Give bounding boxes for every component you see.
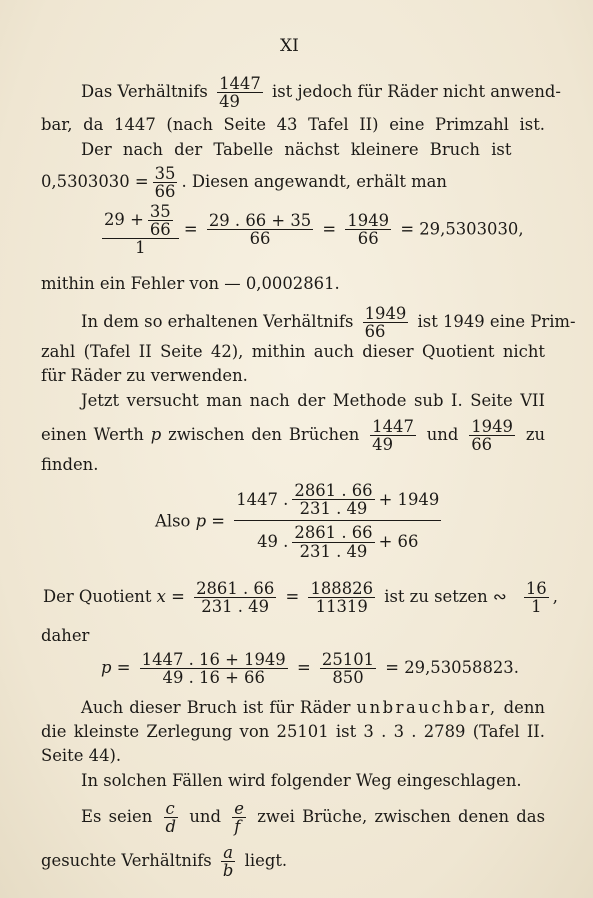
text-line: bar, da 1447 (nach Seite 43 Tafel II) eine Primzahl ist. (41, 115, 545, 134)
fraction: $\frac{2861 . 66}{231 . 49}$ (196, 579, 275, 617)
page-number: XI (280, 36, 299, 56)
text-line: gesuchte Verhältnifs $\frac{a}{b}$ liegt. (41, 843, 288, 881)
fraction: $\frac{2861 . 66}{231 . 49}$ (294, 481, 373, 519)
fraction: $\frac{29 . 66 + 35}{66}$ (208, 211, 312, 249)
text-line: Auch dieser Bruch ist für Räder unbrauchbar, denn (81, 698, 545, 717)
fraction: $\frac{1949}{66}$ (347, 211, 390, 249)
fraction: 29 + $\frac{35}{66}$ 1 (102, 203, 179, 257)
text-line: Seite 44). (41, 746, 122, 765)
fraction: $\frac{35}{66}$ (154, 164, 176, 202)
text-line: Jetzt versucht man nach der Methode sub I. Seite VII (81, 391, 545, 410)
fraction: $\frac{1949}{66}$ (364, 304, 407, 342)
equation-4: p = $\frac{1447 . 16 + 1949}{49 . 16 + 66}$ = $\frac{25101}{850}$ = 29,53058823. (101, 650, 519, 688)
text-line: mithin ein Fehler von — 0,0002861. (41, 274, 340, 293)
text-line: Der nach der Tabelle nächst kleinere Bruch ist (81, 140, 512, 159)
equation-2: Also p = 1447 . $\frac{2861 . 66}{231 . 49}$ + 1949 49 . $\frac{2861 . 66}{231 . 49}$ + 66 (155, 481, 440, 561)
text-line: finden. (41, 455, 99, 474)
fraction: $\frac{2861 . 66}{231 . 49}$ (294, 523, 373, 561)
text-line: die kleinste Zerlegung von 25101 ist 3 . 3 . 2789 (Tafel II. (41, 722, 545, 741)
text-line: Es seien $\frac{c}{d}$ und $\frac{e}{f}$ zwei Brüche, zwischen denen das (81, 799, 545, 837)
fraction: $\frac{1447}{49}$ (372, 417, 414, 455)
equation-1: 29 + $\frac{35}{66}$ 1 = $\frac{29 . 66 + 35}{66}$ = $\frac{1949}{66}$ = 29,5303030, (104, 202, 524, 258)
text-line: In solchen Fällen wird folgender Weg eingeschlagen. (81, 771, 522, 790)
fraction: $\frac{16}{1}$ (525, 579, 547, 617)
text-line: 0,5303030 = $\frac{35}{66}$ . Diesen angewandt, erhält man (41, 164, 447, 202)
text-line: In dem so erhaltenen Verhältnifs $\frac{1949}{66}$ ist 1949 eine Prim- (81, 304, 576, 342)
text-line: einen Werth p zwischen den Brüchen $\frac{1447}{49}$ und $\frac{1949}{66}$ zu (41, 417, 546, 455)
text-line: zahl (Tafel II Seite 42), mithin auch dieser Quotient nicht (41, 342, 545, 361)
fraction: $\frac{1447}{49}$ (219, 74, 261, 112)
fraction: $\frac{a}{b}$ (222, 843, 234, 881)
fraction: $\frac{35}{66}$ (149, 202, 171, 240)
text-line: für Räder zu verwenden. (41, 366, 248, 385)
fraction: $\frac{1949}{66}$ (471, 417, 513, 455)
fraction: $\frac{c}{d}$ (165, 799, 177, 837)
text-line: daher (41, 626, 90, 645)
fraction: $\frac{1447 . 16 + 1949}{49 . 16 + 66}$ (141, 650, 286, 688)
fraction: $\frac{e}{f}$ (234, 799, 244, 837)
equation-3: Der Quotient x = $\frac{2861 . 66}{231 . 49}$ = $\frac{188826}{11319}$ ist zu setzen ∾ $\frac{16}{1}$ , (43, 579, 558, 617)
fraction: $\frac{188826}{11319}$ (310, 579, 374, 617)
text-line: Das Verhältnifs $\frac{1447}{49}$ ist jedoch für Räder nicht anwend- (81, 74, 561, 112)
compound-fraction: 1447 . $\frac{2861 . 66}{231 . 49}$ + 1949 49 . $\frac{2861 . 66}{231 . 49}$ + 66 (236, 481, 440, 561)
fraction: $\frac{25101}{850}$ (321, 650, 375, 688)
